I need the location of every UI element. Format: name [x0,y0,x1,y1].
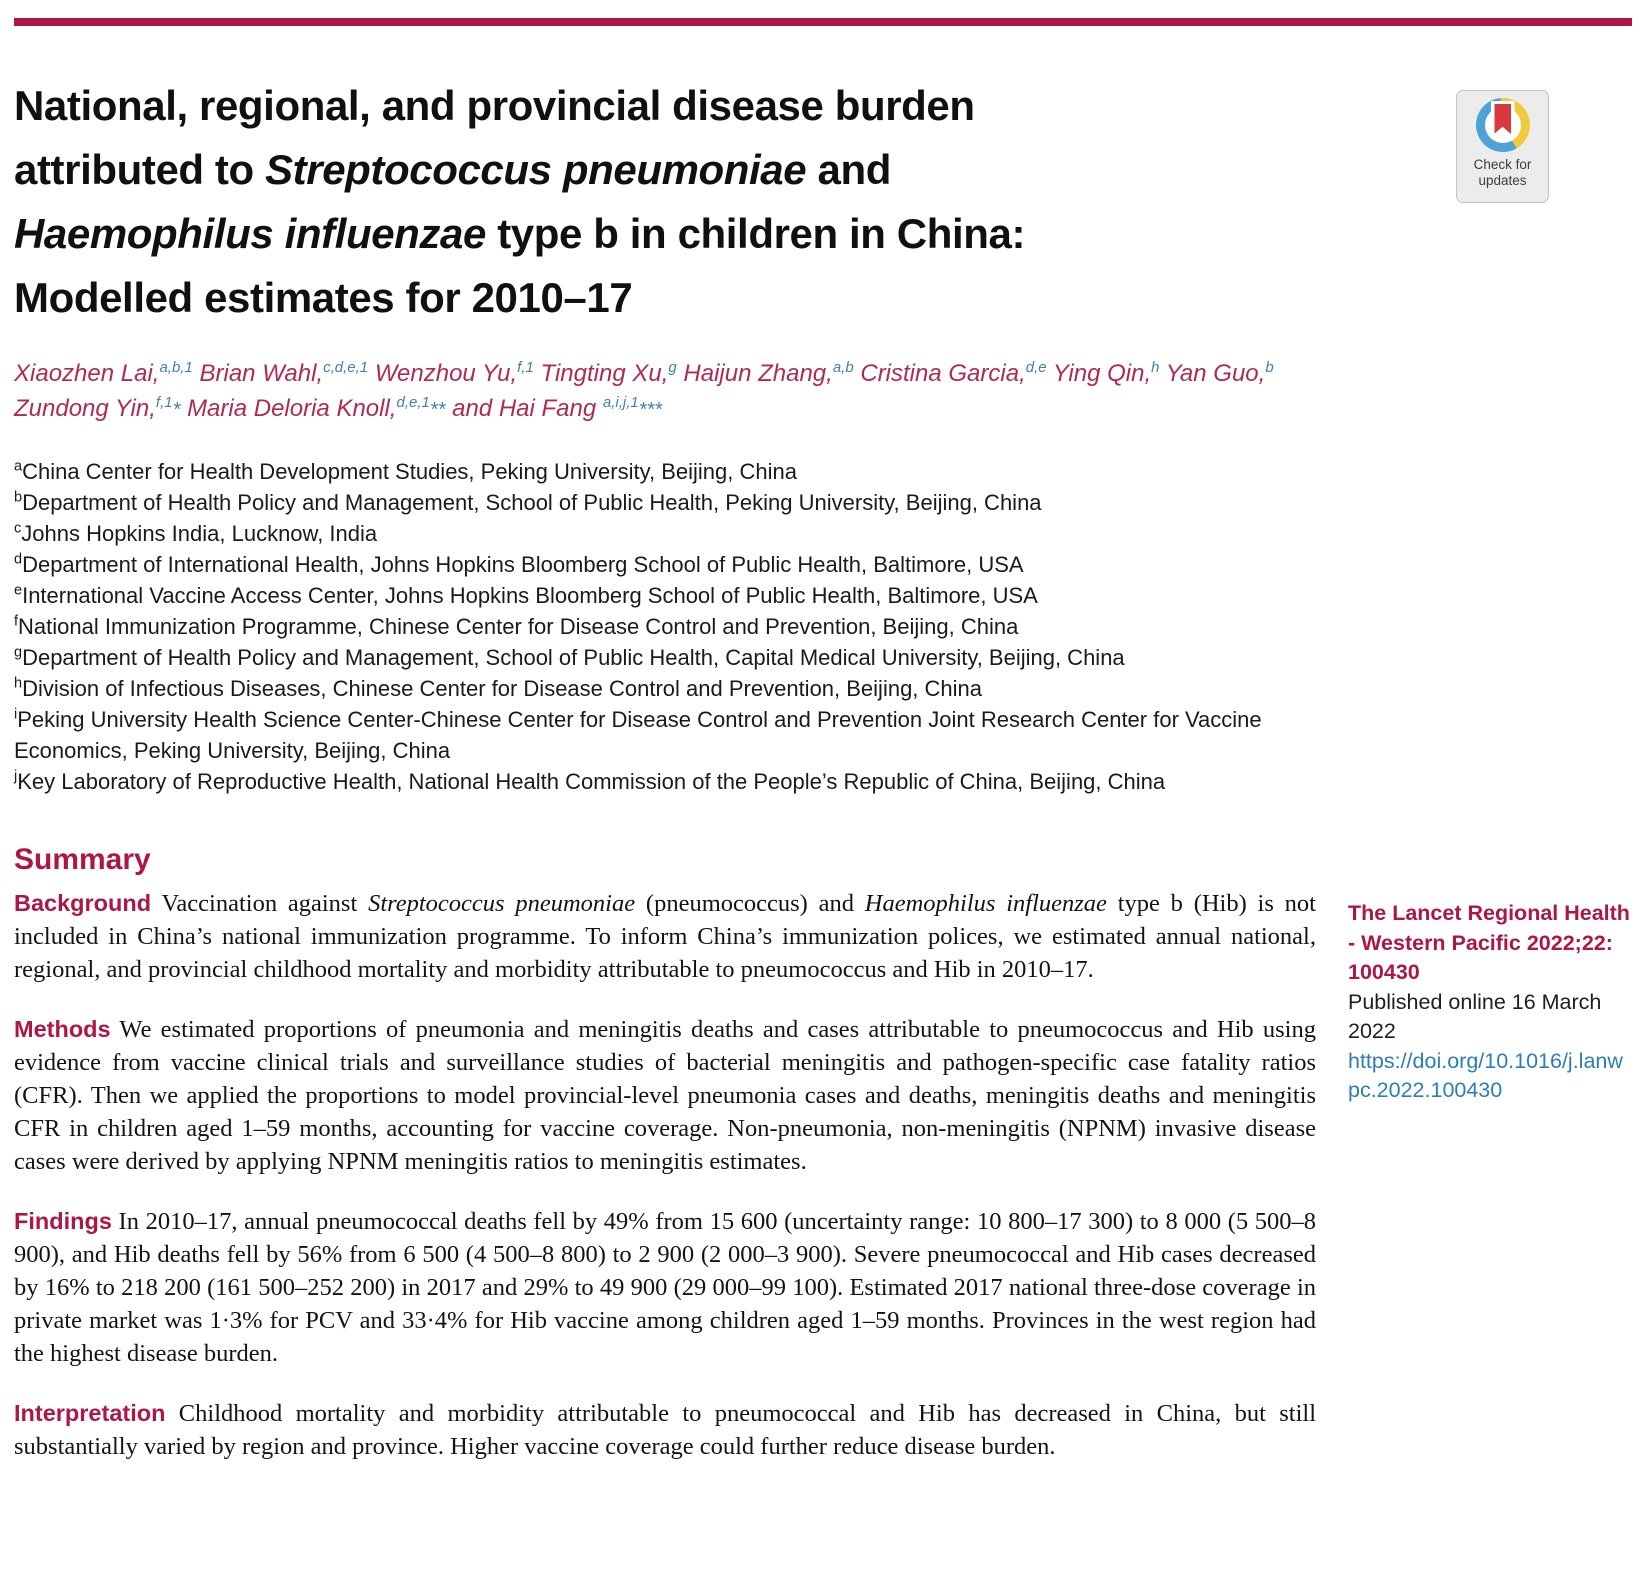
author: Cristina Garcia,$^{d,e}$ [860,359,1047,387]
affiliation-list [14,456,1324,797]
author-affiliation-sup: d,e [1025,359,1047,376]
crossmark-icon [1476,98,1530,152]
author-affiliation-sup: h [1151,359,1160,376]
affiliation-item: $^e$International Vaccine Access Center, Johns Hopkins Bloomberg School of Public Health, Baltimore, USA [14,582,1038,608]
author-line [14,356,1632,391]
author-footnote-stars: * [172,399,181,421]
summary-heading: Summary [14,843,151,876]
paper-title-line: National, regional, and provincial disease burden [14,82,975,129]
journal-citation: The Lancet Regional Health - Western Pacific 2022;22: 100430 [1348,901,1630,984]
author: Haijun Zhang,$^{a,b}$ [683,359,854,387]
check-badge-line2: updates [1478,173,1527,188]
author: Wenzhou Yu,$^{f,1}$ [374,359,534,387]
summary-section [14,843,1632,1490]
published-date: Published online 16 March 2022 [1348,989,1602,1043]
author-footnote-stars: *** [638,399,663,421]
background-paragraph: Background Vaccination against Streptococcus pneumoniae (pneumococcus) and Haemophilus influenzae type b (Hib) is not included in China’s national immunization programme. To inform China’s immunization polices, we estimated annual national, regional, and provincial childhood mortality and morbidity attributable to pneumococcus and Hib in 2010–17. [14,890,1316,983]
author-affiliation-sup: a,i,j,1 [602,394,639,411]
check-badge-line1: Check for [1473,157,1532,172]
author-affiliation-sup: b [1265,359,1274,376]
paper-title-line: Haemophilus influenzae type b in children in China: [14,210,1026,257]
affiliation-item: $^d$Department of International Health, Johns Hopkins Bloomberg School of Public Health, Baltimore, USA [14,551,1024,577]
author: Xiaozhen Lai,$^{a,b,1}$ [14,359,193,387]
paper-title [14,74,1234,330]
paper-title-line: attributed to Streptococcus pneumoniae and [14,146,891,193]
author: Brian Wahl,$^{c,d,e,1}$ [199,359,369,387]
findings-paragraph: Findings In 2010–17, annual pneumococcal deaths fell by 49% from 15 600 (uncertainty range: 10 800–17 300) to 8 000 (5 500–8 900), and Hib deaths fell by 56% from 6 500 (4 500–8 800) to 2 900 (2 000–3 900). Severe pneumococcal and Hib cases decreased by 16% to 218 200 (161 500–252 200) in 2017 and 29% to 49 900 (29 000–99 100). Estimated 2017 national three-dose coverage in private market was 1·3% for PCV and 33·4% for Hib vaccine among children aged 1–59 months. Provinces in the west region had the highest disease burden. [14,1208,1316,1367]
author-affiliation-sup: d,e,1 [396,394,430,411]
author: Maria Deloria Knoll,$^{d,e,1}$** [187,394,446,422]
affiliation-item: $^i$Peking University Health Science Center-Chinese Center for Disease Control and Prevention Joint Research Center for Vaccine Economics, Peking University, Beijing, China [14,706,1262,763]
author: Tingting Xu,$^g$ [540,359,677,387]
author: Zundong Yin,$^{f,1}$* [14,394,181,422]
affiliation-item: $^f$National Immunization Programme, Chinese Center for Disease Control and Prevention, Beijing, China [14,613,1019,639]
author-affiliation-sup: f,1 [517,359,534,376]
affiliation-item: $^j$Key Laboratory of Reproductive Health, National Health Commission of the People’s Republic of China, Beijing, China [14,768,1166,794]
check-badge-label [1474,157,1532,189]
author-affiliation-sup: c,d,e,1 [323,359,369,376]
summary-main-column [14,843,1316,1490]
affiliation-item: $^b$Department of Health Policy and Management, School of Public Health, Peking University, Beijing, China [14,489,1042,515]
author: Yan Guo,$^b$ [1165,359,1274,387]
methods-label: Methods [14,1016,111,1042]
affiliation-item: $^h$Division of Infectious Diseases, Chinese Center for Disease Control and Prevention, Beijing, China [14,675,983,701]
paper-title-line: Modelled estimates for 2010–17 [14,274,633,321]
top-rule [14,18,1632,26]
methods-paragraph: Methods We estimated proportions of pneumonia and meningitis deaths and cases attributable to pneumococcus and Hib using evidence from vaccine clinical trials and surveillance studies of bacterial meningitis and pathogen-specific case fatality ratios (CFR). Then we applied the proportions to model provincial-level pneumonia cases and deaths, meningitis deaths and meningitis CFR in children aged 1–59 months, accounting for vaccine coverage. Non-pneumonia, non-meningitis (NPNM) invasive disease cases were derived by applying NPNM meningitis ratios to meningitis estimates. [14,1016,1316,1175]
background-label: Background [14,890,152,916]
doi-link[interactable]: https://doi.org/10.1016/j.lanwpc.2022.100430 [1348,1048,1623,1102]
affiliation-item: $^g$Department of Health Policy and Management, School of Public Health, Capital Medical University, Beijing, China [14,644,1125,670]
author-affiliation-sup: f,1 [155,394,173,411]
affiliation-item: $^a$China Center for Health Development Studies, Peking University, Beijing, China [14,458,797,484]
findings-label: Findings [14,1208,112,1234]
author-affiliation-sup: g [668,359,677,376]
author: Ying Qin,$^h$ [1052,359,1160,387]
affiliation-item: $^c$Johns Hopkins India, Lucknow, India [14,520,378,546]
author: and Hai Fang $^{a,i,j,1}$*** [452,394,663,422]
interpretation-paragraph: Interpretation Childhood mortality and morbidity attributable to pneumococcal and Hib has decreased in China, but still substantially varied by region and province. Higher vaccine coverage could further reduce disease burden. [14,1400,1316,1460]
author-footnote-stars: ** [429,399,446,421]
interpretation-label: Interpretation [14,1400,166,1426]
author-affiliation-sup: a,b [832,359,854,376]
check-for-updates-button[interactable] [1456,90,1549,203]
author-list [14,356,1632,428]
author-line [14,391,1632,428]
author-affiliation-sup: a,b,1 [159,359,193,376]
journal-info-sidebar [1348,843,1632,1490]
